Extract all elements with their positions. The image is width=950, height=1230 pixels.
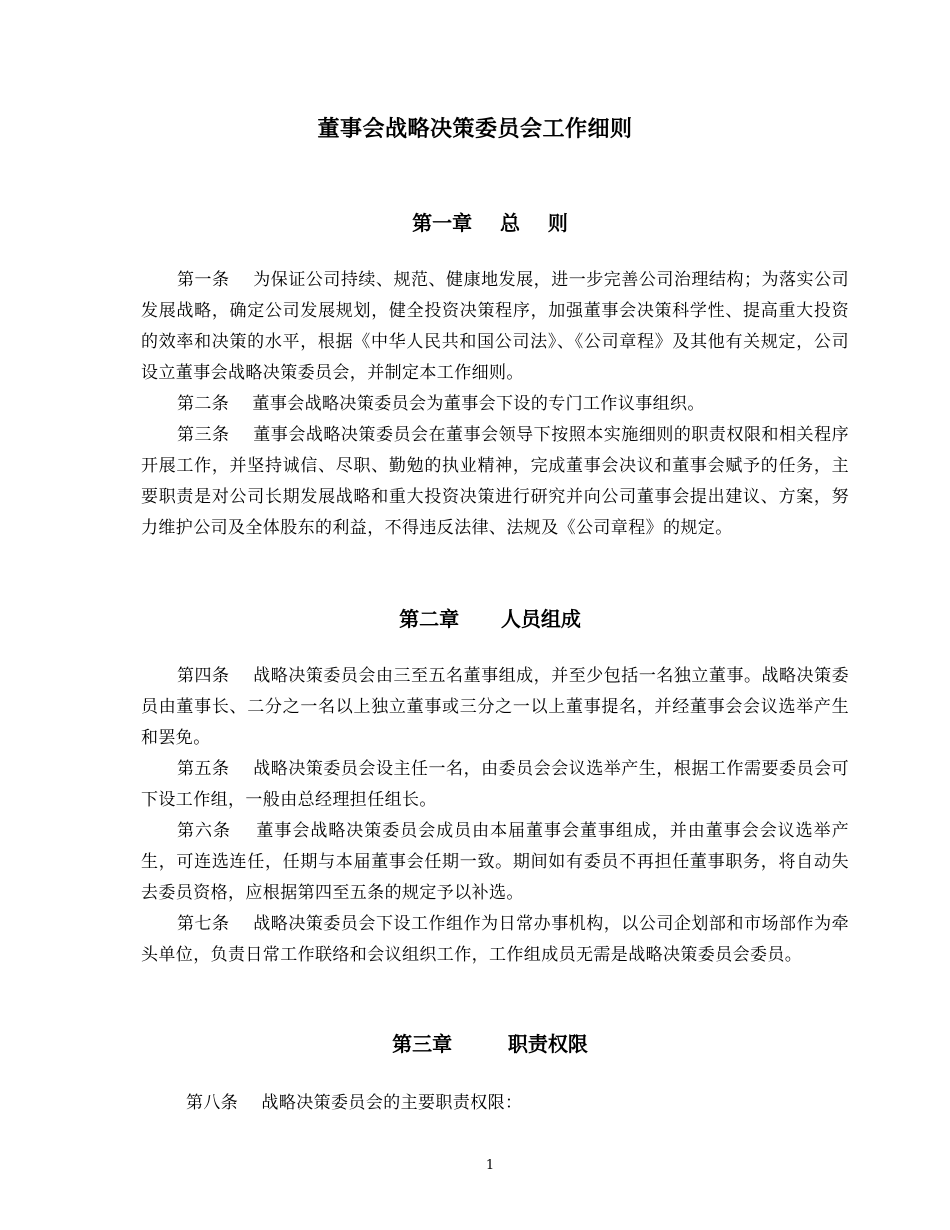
article-8: 第八条 战略决策委员会的主要职责权限： bbox=[186, 1093, 523, 1113]
article-3: 第三条 董事会战略决策委员会在董事会领导下按照本实施细则的职责权限和相关程序开展工作，并坚持诚信、尽职、勤勉的执业精神，完成董事会决议和董事会赋予的任务，主要职责是对公司长期发展战略和重大投资决策进行研究并向公司董事会提出建议、方案，努力维护公司及全体股东的利益，不得违反法律、法规及《公司章程》的规定。 bbox=[141, 425, 849, 538]
chapter-1-heading: 第一章 总 则 bbox=[412, 211, 568, 235]
article-5: 第五条 战略决策委员会设主任一名，由委员会会议选举产生，根据工作需要委员会可下设工作组，一般由总经理担任组长。 bbox=[141, 759, 849, 810]
article-2: 第二条 董事会战略决策委员会为董事会下设的专门工作议事组织。 bbox=[177, 394, 705, 414]
page-number: 1 bbox=[485, 1158, 495, 1173]
article-4: 第四条 战略决策委员会由三至五名董事组成，并至少包括一名独立董事。战略决策委员由董事长、二分之一名以上独立董事或三分之一以上董事提名，并经董事会会议选举产生和罢免。 bbox=[141, 666, 849, 748]
article-7: 第七条 战略决策委员会下设工作组作为日常办事机构，以公司企划部和市场部作为牵头单位，负责日常工作联络和会议组织工作，工作组成员无需是战略决策委员会委员。 bbox=[141, 914, 849, 965]
chapter-2-heading: 第二章 人员组成 bbox=[399, 607, 581, 631]
article-1: 第一条 为保证公司持续、规范、健康地发展，进一步完善公司治理结构；为落实公司发展战略，确定公司发展规划，健全投资决策程序，加强董事会决策科学性、提高重大投资的效率和决策的水平，根据《中华人民共和国公司法》、《公司章程》及其他有关规定，公司设立董事会战略决策委员会，并制定本工作细则。 bbox=[141, 270, 849, 383]
chapter-3-heading: 第三章 职责权限 bbox=[392, 1032, 588, 1056]
document-title: 董事会战略决策委员会工作细则 bbox=[317, 117, 633, 142]
article-6: 第六条 董事会战略决策委员会成员由本届董事会董事组成，并由董事会会议选举产生，可连选连任，任期与本届董事会任期一致。期间如有委员不再担任董事职务，将自动失去委员资格，应根据第四至五条的规定予以补选。 bbox=[141, 821, 849, 903]
